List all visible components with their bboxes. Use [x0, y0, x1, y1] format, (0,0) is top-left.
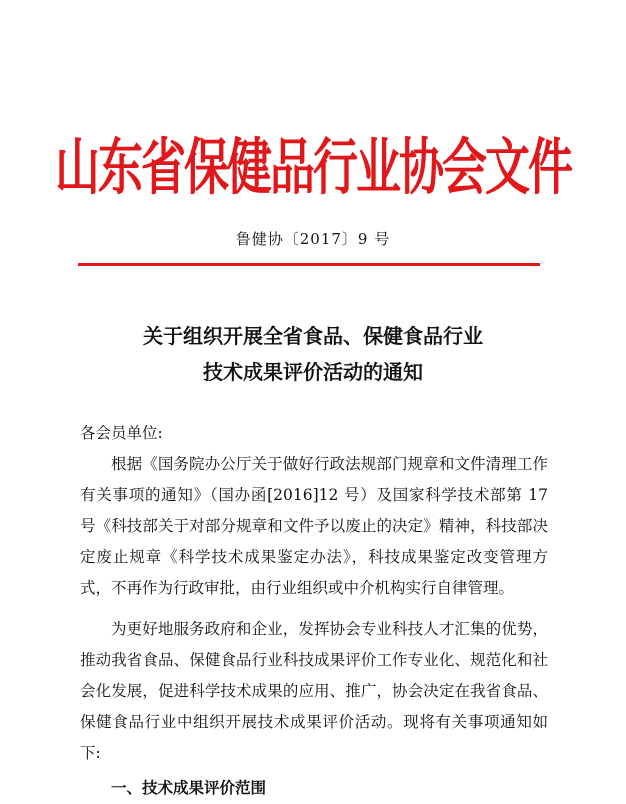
notice-title-line-2: 技术成果评价活动的通知 — [203, 360, 423, 384]
org-header-title: 山东省保健品行业协会文件 — [54, 131, 571, 204]
notice-body — [80, 418, 548, 804]
document-number: 鲁健协〔2017〕9 号 — [235, 230, 391, 248]
addressee: 各会员单位: — [80, 424, 163, 442]
body-paragraph-1: 根据《国务院办公厅关于做好行政法规部门规章和文件清理工作有关事项的通知》（国办函[2016]12 号）及国家科学技术部第 17 号《科技部关于对部分规章和文件予以废止的决定》精神，科技部决定废止规章《科学技术成果鉴定办法》，科技成果鉴定改变管理方式，不再作为行政审批，由行业组织或中介机构实行自律管理。 — [80, 455, 548, 597]
notice-title-line-1: 关于组织开展全省食品、保健食品行业 — [143, 324, 483, 348]
section-heading-1: 一、技术成果评价范围 — [111, 779, 267, 797]
red-divider-line — [78, 263, 540, 266]
body-paragraph-2: 为更好地服务政府和企业，发挥协会专业科技人才汇集的优势，推动我省食品、保健食品行业科技成果评价工作专业化、规范化和社会化发展，促进科学技术成果的应用、推广，协会决定在我省食品、保健食品行业中组织开展技术成果评价活动。现将有关事项通知如下: — [80, 620, 548, 762]
notice-title — [0, 318, 626, 390]
